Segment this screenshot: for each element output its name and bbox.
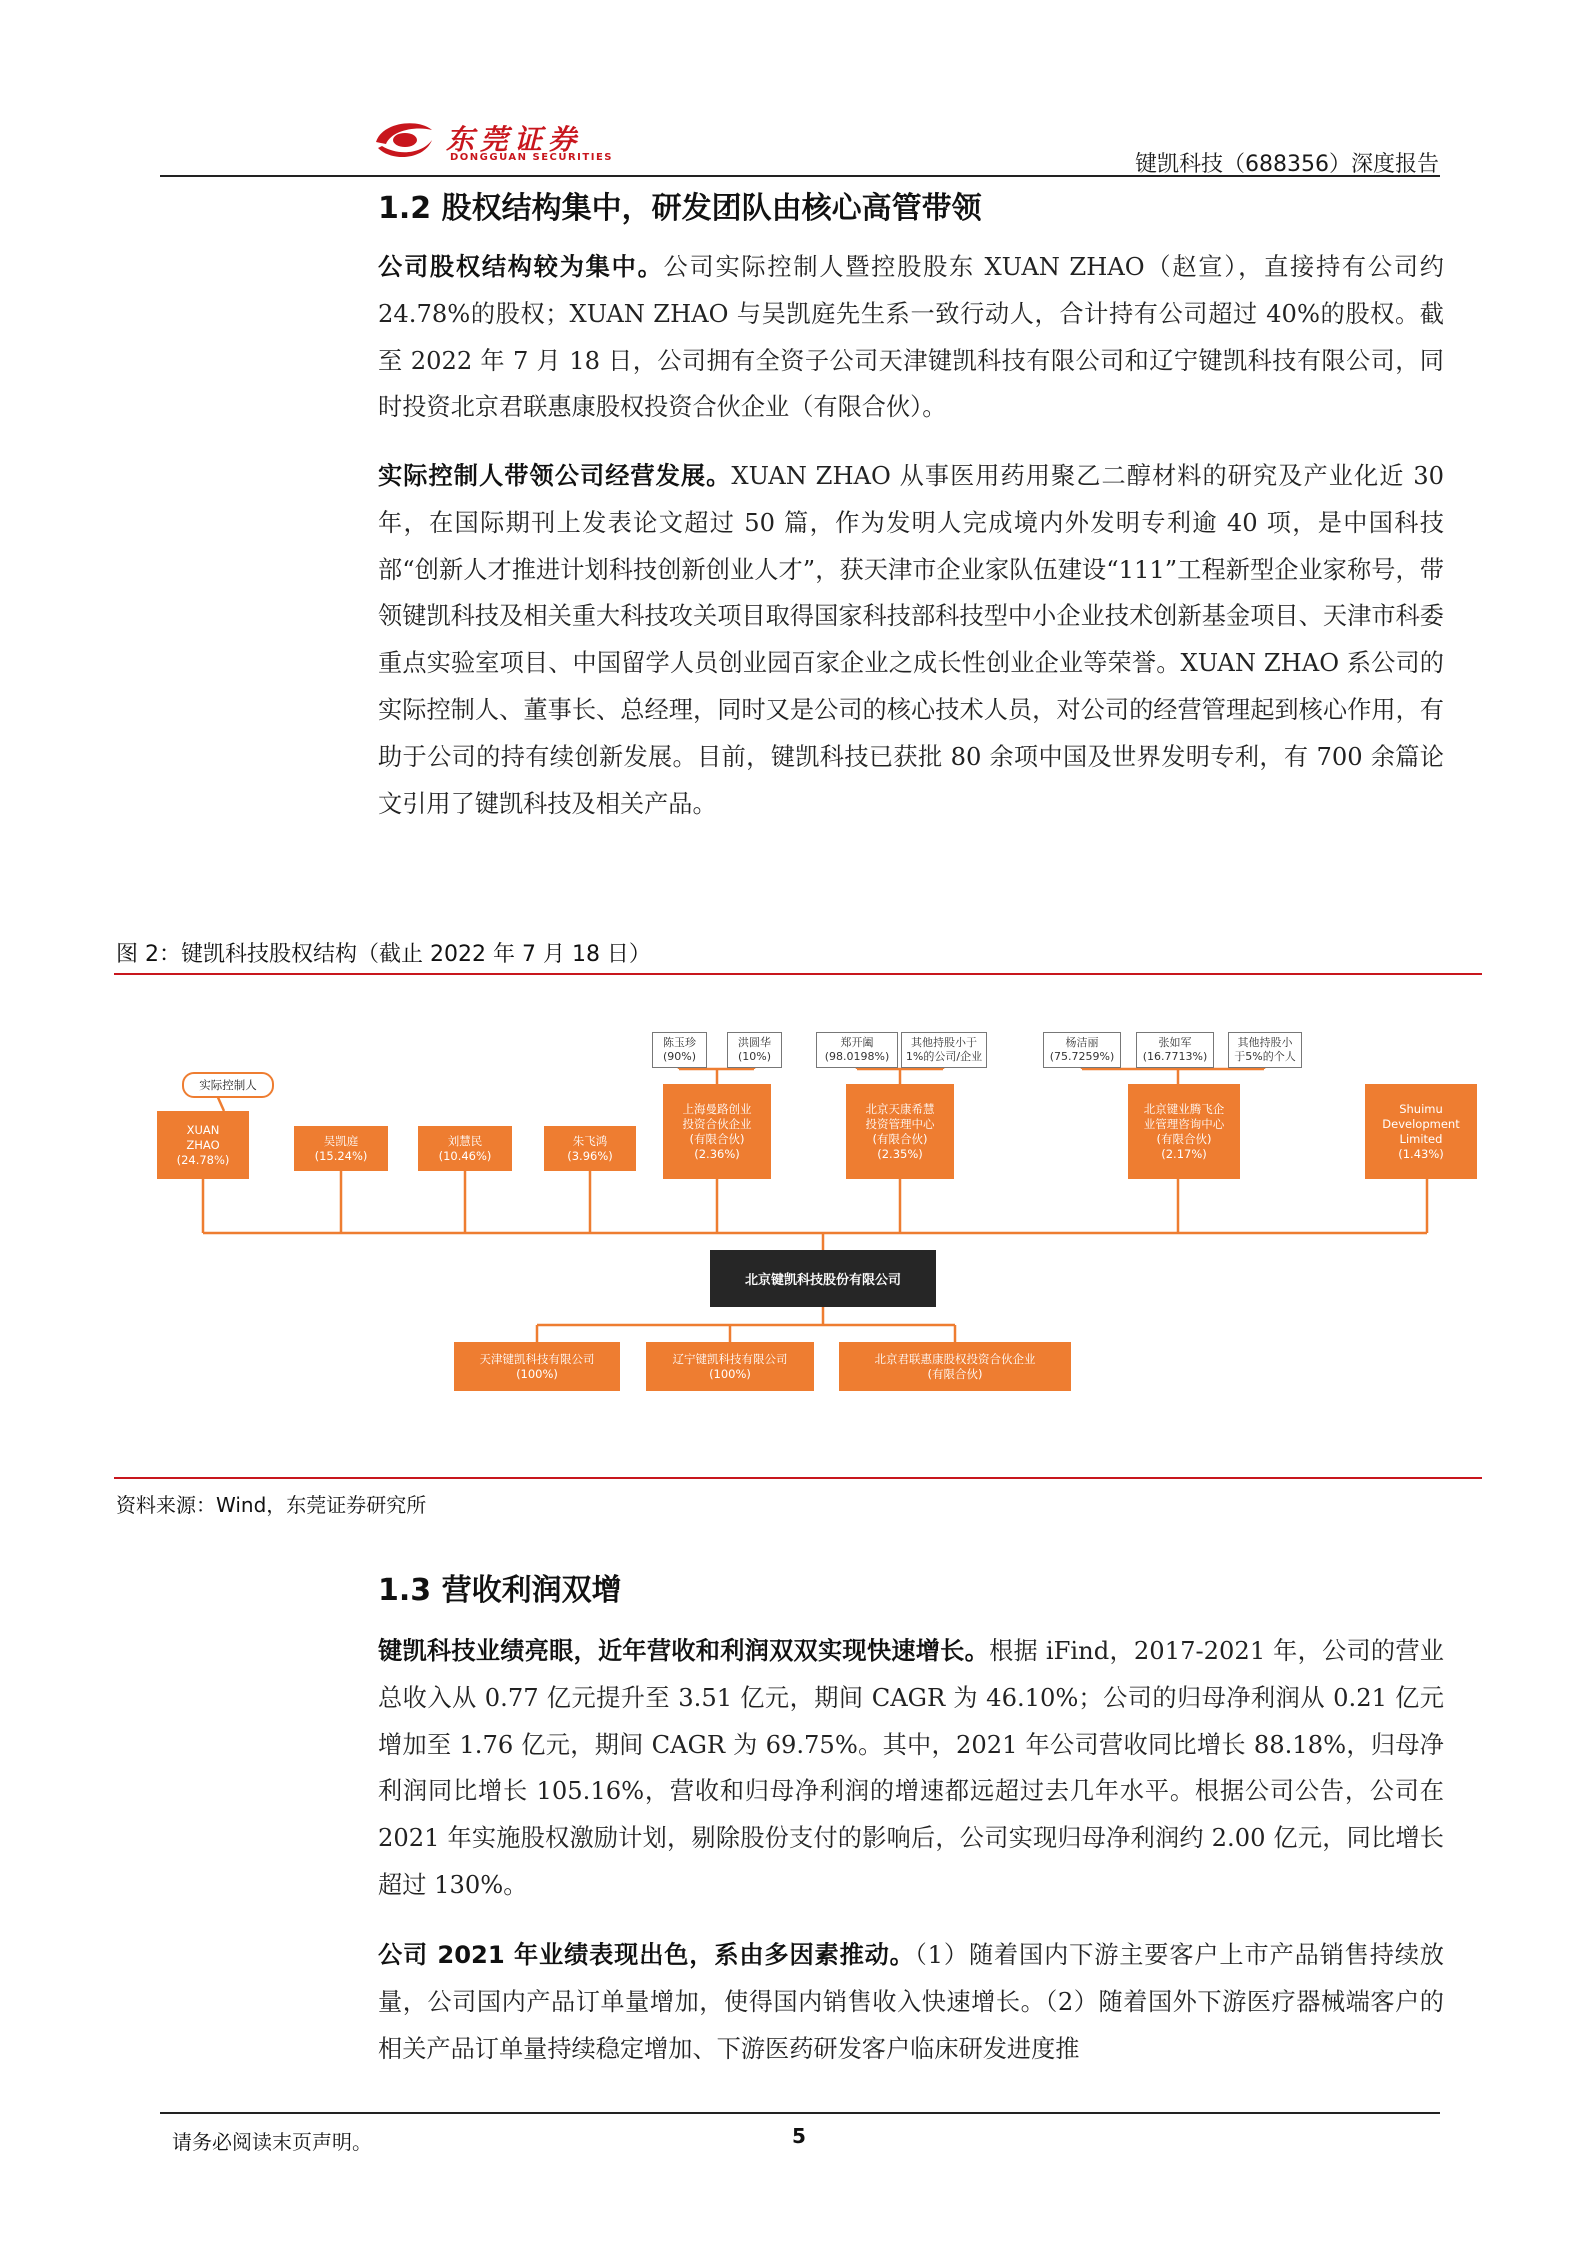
holder-share: (90%) bbox=[662, 1050, 697, 1063]
shareholder-box bbox=[1128, 1084, 1240, 1179]
subsidiary-box bbox=[454, 1342, 620, 1391]
holder-box bbox=[727, 1032, 782, 1068]
shareholder-name: 吴凯庭 bbox=[323, 1133, 359, 1148]
shareholder-line: Shuimu bbox=[1399, 1101, 1443, 1116]
company-logo bbox=[372, 118, 692, 166]
holder-box bbox=[652, 1032, 707, 1068]
paragraph-controller bbox=[378, 453, 1444, 827]
holder-share: (16.7713%) bbox=[1142, 1050, 1208, 1063]
subsidiary-share: (有限合伙) bbox=[927, 1366, 983, 1381]
shareholder-line: XUAN bbox=[186, 1122, 220, 1137]
figure-source: 资料来源：Wind，东莞证券研究所 bbox=[116, 1493, 427, 1517]
page-header bbox=[0, 0, 1587, 180]
holder-share: (75.7259%) bbox=[1049, 1050, 1115, 1063]
shareholder-share: (10.46%) bbox=[438, 1148, 492, 1163]
holder-share: (98.0198%) bbox=[824, 1050, 890, 1063]
shareholder-share: (24.78%) bbox=[176, 1152, 230, 1167]
holder-box bbox=[1228, 1032, 1302, 1068]
subsidiary-name: 北京君联惠康股权投资合伙企业 bbox=[874, 1351, 1036, 1366]
paragraph-equity-structure bbox=[378, 244, 1444, 431]
holder-name: 杨洁丽 bbox=[1065, 1036, 1099, 1049]
holder-name: 其他持股小 bbox=[1237, 1036, 1293, 1049]
shareholder-box bbox=[544, 1126, 636, 1171]
paragraph-body: 根据 iFind，2017-2021 年，公司的营业总收入从 0.77 亿元提升至 3.51 亿元，期间 CAGR 为 46.10%；公司的归母净利润从 0.21 亿元增加至 1.76 亿元，期间 CAGR 为 69.75%。其中，2021 年公司营收同比增长 88.18%，归母净利润同比增长 105.16%，营收和归母净利润的增速都远超过去几年水平。根据公司公告，公司在 2021 年实施股权激励计划，剔除股份支付的影响后，公司实现归母净利润约 2.00 亿元，同比增长超过 130%。 bbox=[378, 1637, 1444, 1899]
page-number: 5 bbox=[792, 2124, 806, 2148]
shareholder-name: 朱飞鸿 bbox=[572, 1133, 608, 1148]
equity-structure-diagram bbox=[114, 980, 1484, 1450]
shareholder-line: 北京键业腾飞企 bbox=[1143, 1101, 1225, 1116]
subsidiary-box bbox=[839, 1342, 1071, 1391]
shareholder-line: ZHAO bbox=[186, 1137, 220, 1152]
company-box: 北京键凯科技股份有限公司 bbox=[710, 1250, 936, 1307]
footer-disclaimer: 请务必阅读末页声明。 bbox=[172, 2130, 372, 2154]
shareholder-box bbox=[294, 1126, 388, 1171]
shareholder-line: 北京天康希慧 bbox=[865, 1101, 935, 1116]
subsidiary-share: (100%) bbox=[709, 1366, 751, 1381]
holder-box bbox=[816, 1032, 898, 1068]
shareholder-line: 业管理咨询中心 bbox=[1143, 1116, 1225, 1131]
shareholder-name: 刘慧民 bbox=[447, 1133, 483, 1148]
paragraph-lead: 公司股权结构较为集中。 bbox=[378, 253, 664, 281]
shareholder-line: (有限合伙) bbox=[872, 1131, 928, 1146]
footer-divider bbox=[160, 2112, 1440, 2114]
subsidiary-name: 天津键凯科技有限公司 bbox=[479, 1351, 595, 1366]
shareholder-line: 投资合伙企业 bbox=[682, 1116, 752, 1131]
shareholder-box bbox=[157, 1111, 249, 1179]
paragraph-growth-drivers bbox=[378, 1932, 1444, 2072]
shareholder-box bbox=[418, 1126, 512, 1171]
shareholder-share: (1.43%) bbox=[1398, 1146, 1444, 1161]
holder-share: 1%的公司/企业 bbox=[905, 1050, 983, 1063]
paragraph-body: （1）随着国内下游主要客户上市产品销售持续放量，公司国内产品订单量增加，使得国内销售收入快速增长。（2）随着国外下游医疗器械端客户的相关产品订单量持续稳定增加、下游医药研发客户临床研发进度推 bbox=[378, 1941, 1444, 2063]
shareholder-share: (2.35%) bbox=[877, 1146, 923, 1161]
header-divider bbox=[160, 175, 1440, 177]
holder-share: (10%) bbox=[737, 1050, 772, 1063]
paragraph-lead: 公司 2021 年业绩表现出色，系由多因素推动。 bbox=[378, 1941, 915, 1969]
holder-name: 张如军 bbox=[1158, 1036, 1192, 1049]
figure-top-divider bbox=[114, 973, 1482, 975]
shareholder-share: (15.24%) bbox=[314, 1148, 368, 1163]
shareholder-share: (2.17%) bbox=[1161, 1146, 1207, 1161]
holder-box bbox=[1136, 1032, 1214, 1068]
paragraph-lead: 实际控制人带领公司经营发展。 bbox=[378, 462, 732, 490]
holder-box bbox=[901, 1032, 987, 1068]
holder-name: 陈玉珍 bbox=[663, 1036, 696, 1049]
paragraph-body: XUAN ZHAO 从事医用药用聚乙二醇材料的研究及产业化近 30 年，在国际期刊上发表论文超过 50 篇，作为发明人完成境内外发明专利逾 40 项，是中国科技部“创新人才推进计划科技创新创业人才”，获天津市企业家队伍建设“111”工程新型企业家称号，带领键凯科技及相关重大科技攻关项目取得国家科技部科技型中小企业技术创新基金项目、天津市科委重点实验室项目、中国留学人员创业园百家企业之成长性创业企业等荣誉。XUAN ZHAO 系公司的实际控制人、董事长、总经理，同时又是公司的核心技术人员，对公司的经营管理起到核心作用，有助于公司的持有续创新发展。目前，键凯科技已获批 80 余项中国及世界发明专利，有 700 余篇论文引用了键凯科技及相关产品。 bbox=[378, 462, 1444, 818]
paragraph-lead: 键凯科技业绩亮眼，近年营收和利润双双实现快速增长。 bbox=[378, 1637, 990, 1665]
logo-mark-icon bbox=[372, 118, 436, 162]
subsidiary-box bbox=[646, 1342, 814, 1391]
shareholder-box bbox=[663, 1084, 771, 1179]
figure-title: 图 2：键凯科技股权结构（截止 2022 年 7 月 18 日） bbox=[116, 942, 651, 967]
actual-controller-callout: 实际控制人 bbox=[182, 1072, 274, 1098]
paragraph-body: 公司实际控制人暨控股股东 XUAN ZHAO（赵宣），直接持有公司约 24.78%的股权；XUAN ZHAO 与吴凯庭先生系一致行动人，合计持有公司超过 40%的股权。截至 2022 年 7 月 18 日，公司拥有全资子公司天津键凯科技有限公司和辽宁键凯科技有限公司，同时投资北京君联惠康股权投资合伙企业（有限合伙）。 bbox=[378, 253, 1444, 422]
shareholder-line: Development bbox=[1382, 1116, 1460, 1131]
subsidiary-share: (100%) bbox=[516, 1366, 558, 1381]
shareholder-line: 投资管理中心 bbox=[865, 1116, 935, 1131]
shareholder-share: (2.36%) bbox=[694, 1146, 740, 1161]
shareholder-line: (有限合伙) bbox=[689, 1131, 745, 1146]
logo-text-en: DONGGUAN SECURITIES bbox=[450, 152, 613, 163]
shareholder-line: Limited bbox=[1399, 1131, 1443, 1146]
shareholder-line: 上海曼路创业 bbox=[682, 1101, 752, 1116]
figure-bottom-divider bbox=[114, 1477, 1482, 1479]
holder-name: 洪圆华 bbox=[738, 1036, 771, 1049]
holder-share: 于5%的个人 bbox=[1234, 1050, 1296, 1063]
logo-text-cn: 东莞证券 bbox=[446, 123, 583, 156]
document-title: 键凯科技（688356）深度报告 bbox=[1135, 152, 1439, 177]
holder-name: 郑开阖 bbox=[840, 1036, 874, 1049]
shareholder-box bbox=[846, 1084, 954, 1179]
paragraph-revenue-profit bbox=[378, 1628, 1444, 1909]
shareholder-box bbox=[1365, 1084, 1477, 1179]
holder-name: 其他持股小于 bbox=[911, 1036, 977, 1049]
shareholder-line: (有限合伙) bbox=[1156, 1131, 1212, 1146]
holder-box bbox=[1043, 1032, 1121, 1068]
section-heading-1-2: 1.2 股权结构集中，研发团队由核心高管带领 bbox=[378, 191, 982, 226]
shareholder-share: (3.96%) bbox=[567, 1148, 613, 1163]
section-heading-1-3: 1.3 营收利润双增 bbox=[378, 1573, 622, 1608]
subsidiary-name: 辽宁键凯科技有限公司 bbox=[672, 1351, 788, 1366]
